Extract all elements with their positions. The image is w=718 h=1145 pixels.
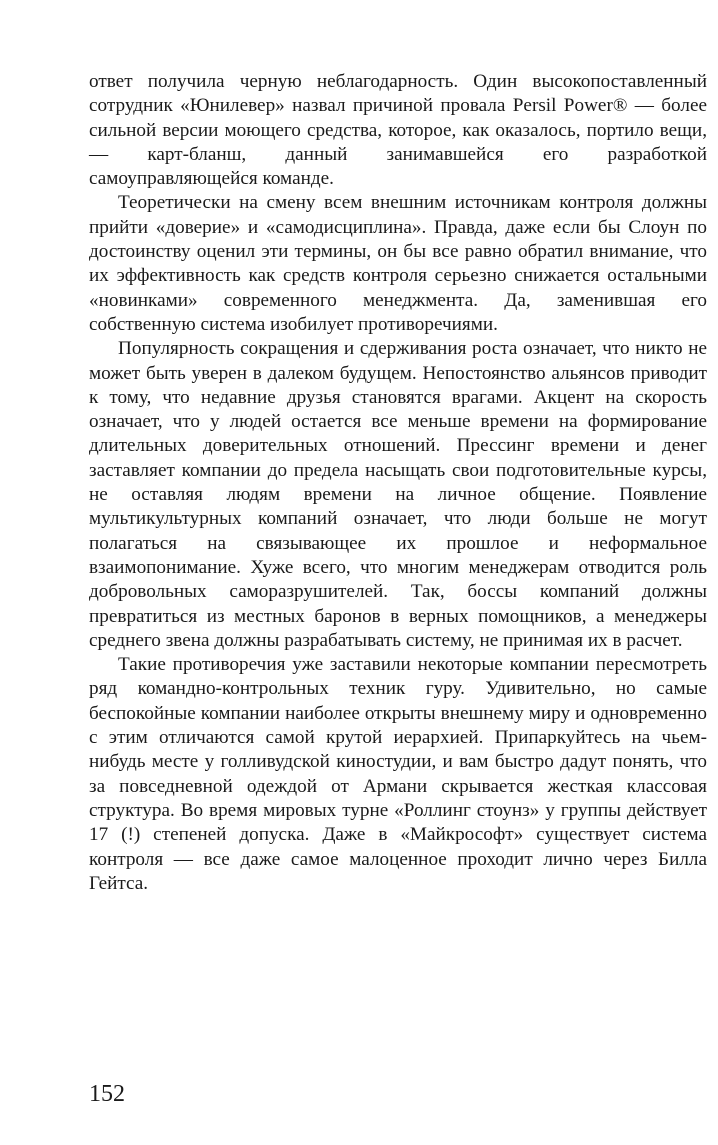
paragraph-3: Популярность сокращения и сдерживания роста означает, что никто не может быть уверен в далеком будущем. Непостоянство альянсов приводит к тому, что недавние друзья становятся врагами. Акцент на скорость означает, что у людей остается все меньше времени на формирование длительных доверительных отношений. Прессинг времени и денег заставляет компании до предела насыщать свои подготовительные курсы, не оставляя людям времени на личное общение. Появление мультикультурных компаний означает, что люди больше не могут полагаться на связывающее их прошлое и неформальное взаимопонимание. Хуже всего, что многим менеджерам отводится роль добровольных саморазрушителей. Так, боссы компаний должны превратиться из местных баронов в верных помощников, а менеджеры среднего звена должны разрабатывать систему, не принимая их в расчет. [89, 338, 707, 651]
paragraph-4: Такие противоречия уже заставили некоторые компании пересмотреть ряд командно-контрольных техник гуру. Удивительно, но самые беспокойные компании наиболее открыты внешнему миру и одновременно с этим отличаются самой крутой иерархией. Припаркуйтесь на чьем-нибудь месте у голливудской киностудии, и вам быстро дадут понять, что за повседневной одеждой от Армани скрывается жесткая классовая структура. Во время мировых турне «Роллинг стоунз» у группы действует 17 (!) степеней допуска. Даже в «Майкрософт» существует система контроля — все даже самое малоценное проходит лично через Билла Гейтса. [89, 654, 707, 894]
page-number: 152 [89, 1081, 125, 1107]
paragraph-2: Теоретически на смену всем внешним источникам контроля должны прийти «доверие» и «самодисциплина». Правда, даже если бы Слоун по достоинству оценил эти термины, он бы все равно обратил внимание, что их эффективность как средств контроля серьезно снижается остальными «новинками» современного менеджмента. Да, заменившая его собственную система изобилует противоречиями. [89, 192, 707, 335]
paragraph-1: ответ получила черную неблагодарность. Один высокопоставленный сотрудник «Юнилевер» назвал причиной провала Persil Power® — более сильной версии моющего средства, которое, как оказалось, портило вещи, — карт-бланш, данный занимавшейся его разработкой самоуправляющейся команде. [89, 71, 707, 190]
page-body [89, 70, 707, 896]
